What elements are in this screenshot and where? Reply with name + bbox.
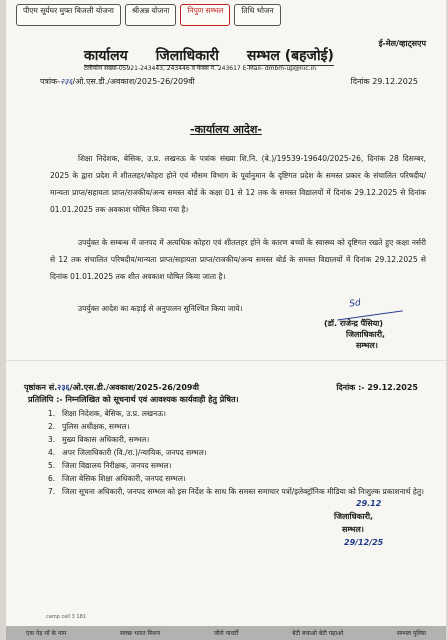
divider xyxy=(6,360,446,361)
scanner-watermark: camp cell 3 181 xyxy=(46,614,86,620)
ref-handwritten-number: २३६ xyxy=(60,77,73,86)
handwritten-date: 29/12/25 xyxy=(344,538,384,547)
signatory-place: सम्भल। xyxy=(356,341,378,350)
footer-item: एक पेड़ माँ के नाम xyxy=(26,630,67,637)
banner-item: तिथि भोजन xyxy=(234,4,280,26)
signature-block-1 xyxy=(324,318,385,351)
copy-to-heading: प्रतिलिपि :- निम्नलिखित को सूचनार्थ एवं आवश्यक कार्यवाही हेतु प्रेषित। xyxy=(28,395,239,404)
signature-initials: 29.12 xyxy=(356,499,382,508)
signatory-title: जिलाधिकारी, xyxy=(334,512,374,521)
footer-item: स्वच्छ भारत मिशन xyxy=(120,630,161,637)
signature-block-2 xyxy=(334,497,383,549)
signatory-title: जिलाधिकारी, xyxy=(346,330,386,339)
list-item: 3. मुख्य विकास अधिकारी, सम्भल। xyxy=(48,435,150,444)
list-item: 6. जिला बेसिक शिक्षा अधिकारी, जनपद सम्भल। xyxy=(48,474,186,483)
footer-item: सम्भल पुलिस xyxy=(396,630,426,637)
banner-item: निपुण सम्भल xyxy=(180,4,230,26)
endorsement-date: दिनांक :- 29.12.2025 xyxy=(336,383,418,392)
document-page xyxy=(6,0,446,640)
ref-date-label: दिनांक xyxy=(350,77,370,86)
contact-line: टेलीफोन संख्या-05921-243443, 243446 व फैक्स नं. 243617 E-Mail- dmbm-up@nic.in xyxy=(84,65,317,72)
banner-item: श्रीअन्न योजना xyxy=(125,4,177,26)
order-paragraph-2: उपर्युक्त के सम्बन्ध में जनपद में अत्यधिक कोहरा एवं शीतलहर होने के कारण बच्चों के स्वास्थ्य को दृष्टिगत रखते हुए कक्षा नर्सरी से 12 तक संचालित परिषदीय/मान्यता प्राप्त/सहायता प्राप्त/राजकीय/अन्य समस्त बोर्ड के समस्त विद्यालयों में दिनांक 29.12.2025 से दिनांक 01.01.2025 तक शीत अवकाश घोषित किया जाता है। xyxy=(50,238,426,281)
list-item: 5. जिला विद्यालय निरीक्षक, जनपद सम्भल। xyxy=(48,461,172,470)
email-whatsapp-label: ई-मेल/व्हाट्सएप xyxy=(378,39,426,48)
recipient-list xyxy=(48,408,426,499)
list-item: 2. पुलिस अधीक्षक, सम्भल। xyxy=(48,422,130,431)
signatory-place: सम्भल। xyxy=(342,525,364,534)
banner-item: पीएम सूर्यघर मुफ्त बिजली योजना xyxy=(16,4,121,26)
endorsement-number: पृष्ठांकन सं.२३६/ओ.एस.डी./अवकाश/2025-26/209वी xyxy=(24,383,199,392)
scheme-banner xyxy=(6,0,446,30)
list-item: 4. अपर जिलाधिकारी (वि./रा.)/न्यायिक, जनपद सम्भल। xyxy=(48,448,207,457)
order-paragraph-3: उपर्युक्त आदेश का कड़ाई से अनुपालन सुनिश्चित किया जाये। xyxy=(78,304,243,313)
order-paragraph-1: शिक्षा निदेशक, बेसिक, उ.प्र. लखनऊ के पत्रांक संख्या शि.नि. (बे.)/19539-19640/2025-26, दिनांक 28 दिसम्बर, 2025 के द्वारा प्रदेश में शीतलहर/कोहरा होने एवं मौसम विभाग के पूर्वानुमान के दृष्टिगत प्रदेश के समस्त प्रकार के संचालित परिषदीय/मान्यता प्राप्त/सहायता प्राप्त/राजकीय/अन्य समस्त बोर्ड के कक्षा 01 से 12 तक के समस्त विद्यालयों में दिनांक 29.12.2025 से दिनांक 01.01.2025 तक अवकाश घोषित किया गया है। xyxy=(50,154,426,214)
ref-rest: /ओ.एस.डी./अवकाश/2025-26/209वी xyxy=(72,77,195,86)
reference-date xyxy=(351,76,418,87)
office-label: कार्यालय xyxy=(84,48,128,64)
footer-slogans xyxy=(6,610,446,640)
footer-item: जीरो पावर्टी xyxy=(213,630,239,637)
signatory-name: (डॉ. राजेन्द्र पैंसिया) xyxy=(324,319,384,328)
office-district: सम्भल (बहजोई) xyxy=(246,48,334,64)
office-title: जिलाधिकारी xyxy=(155,48,219,64)
ref-prefix: पत्रांक- xyxy=(40,77,61,86)
reference-number xyxy=(40,76,195,87)
footer-item: बेटी बचाओ बेटी पढ़ाओ xyxy=(292,630,344,637)
signature-scribble: Sd xyxy=(335,294,403,320)
office-header xyxy=(84,46,334,66)
order-heading: -कार्यालय आदेश- xyxy=(190,123,262,136)
list-item: 1. शिक्षा निदेशक, बेसिक, उ.प्र. लखनऊ। xyxy=(48,409,166,418)
list-item: 7. जिला सूचना अधिकारी, जनपद सम्भल को इस निर्देश के साथ कि समस्त समाचार पत्रों/इलेक्ट्रॉनिक मीडिया को निःशुल्क प्रकाशनार्थ हेतु। xyxy=(48,487,424,496)
endorsement-handwritten-number: २३६ xyxy=(57,383,70,392)
ref-date: 29.12.2025 xyxy=(372,77,418,86)
